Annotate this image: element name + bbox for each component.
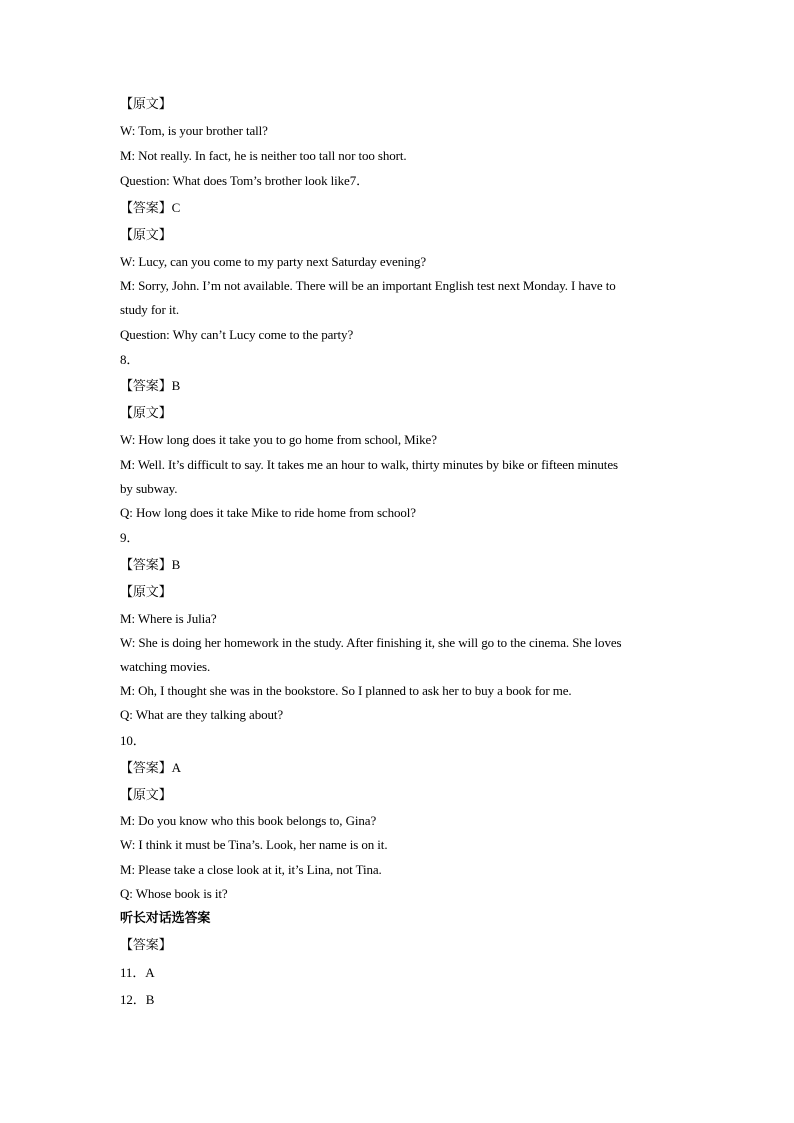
section-label-original-text: 【原文】 <box>120 227 172 242</box>
dialogue-line: W: She is doing her homework in the study. After finishing it, she will go to the cinema. She loves <box>120 635 622 650</box>
dialogue-line: W: How long does it take you to go home from school, Mike? <box>120 432 437 447</box>
section-heading: 听长对话选答案 <box>120 910 211 925</box>
dialogue-line-continued: by subway. <box>120 481 178 496</box>
question-line: Q: How long does it take Mike to ride home from school? <box>120 505 416 520</box>
question-line: Question: What does Tom’s brother look like7． <box>120 173 370 188</box>
dialogue-line: M: Well. It’s difficult to say. It takes me an hour to walk, thirty minutes by bike or fifteen minutes <box>120 457 618 472</box>
answer-label: 【答案】 <box>120 937 172 952</box>
dialogue-line: M: Where is Julia? <box>120 611 217 626</box>
section-label-original-text: 【原文】 <box>120 405 172 420</box>
dialogue-line: W: Lucy, can you come to my party next Saturday evening? <box>120 254 427 269</box>
section-label-original-text: 【原文】 <box>120 584 172 599</box>
dialogue-line: M: Not really. In fact, he is neither too tall nor too short. <box>120 148 407 163</box>
answer-label: 【答案】B <box>120 378 181 393</box>
dialogue-line: M: Oh, I thought she was in the bookstore. So I planned to ask her to buy a book for me. <box>120 683 572 698</box>
dialogue-line: W: Tom, is your brother tall? <box>120 123 268 138</box>
item-number: 10． <box>120 733 146 748</box>
dialogue-line-continued: watching movies. <box>120 659 211 674</box>
item-number: 9． <box>120 530 140 545</box>
answer-item: 12．B <box>120 992 155 1007</box>
answer-item: 11．A <box>120 965 155 980</box>
question-line: Question: Why can’t Lucy come to the party? <box>120 327 354 342</box>
section-label-original-text: 【原文】 <box>120 787 172 802</box>
dialogue-line: M: Please take a close look at it, it’s Lina, not Tina. <box>120 862 382 877</box>
dialogue-line: W: I think it must be Tina’s. Look, her name is on it. <box>120 837 388 852</box>
question-line: Q: Whose book is it? <box>120 886 228 901</box>
answer-label: 【答案】B <box>120 557 181 572</box>
answer-label: 【答案】C <box>120 200 181 215</box>
answer-label: 【答案】A <box>120 760 181 775</box>
dialogue-line-continued: study for it. <box>120 302 180 317</box>
question-line: Q: What are they talking about? <box>120 707 284 722</box>
dialogue-line: M: Sorry, John. I’m not available. There will be an important English test next Monday. I have to <box>120 278 616 293</box>
section-label-original-text: 【原文】 <box>120 96 172 111</box>
dialogue-line: M: Do you know who this book belongs to, Gina? <box>120 813 377 828</box>
item-number: 8． <box>120 352 140 367</box>
